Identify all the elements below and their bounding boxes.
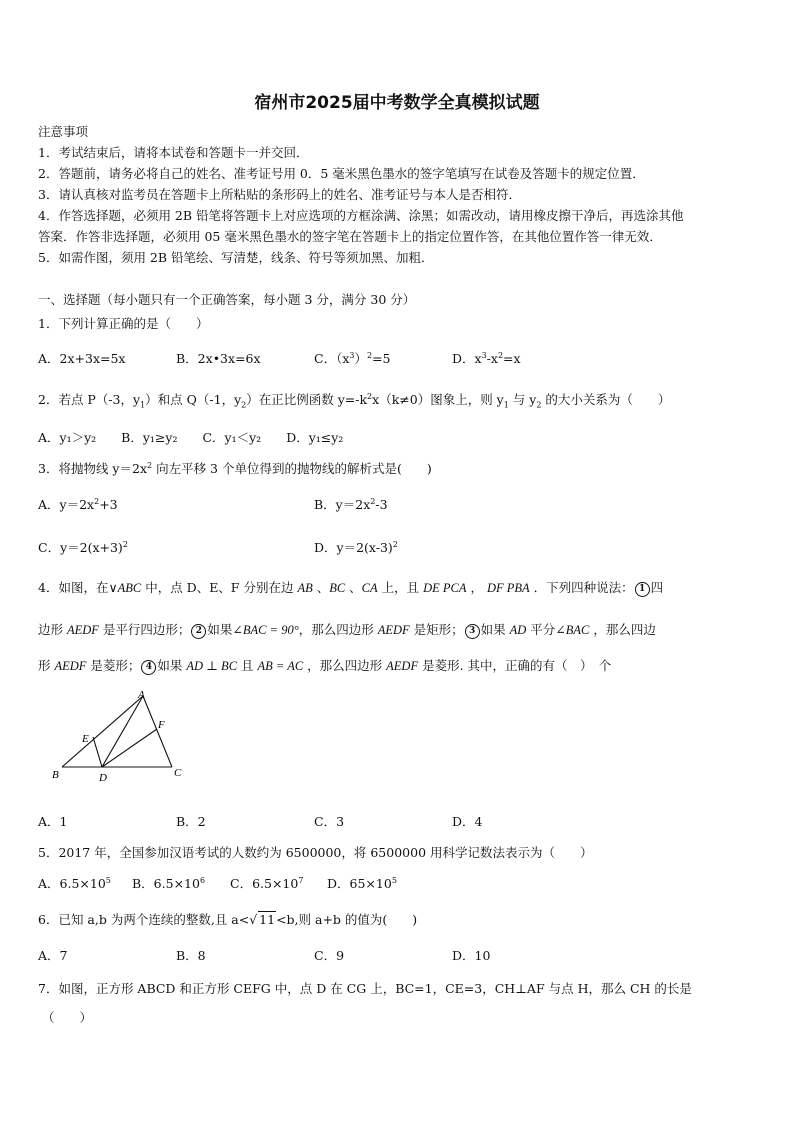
segment-ad <box>102 696 143 767</box>
sqrt-sign: √ <box>249 912 258 927</box>
q4-option-d: D．4 <box>452 814 483 829</box>
q1-option-d: D．$x^3-x^2=x$ <box>452 350 521 366</box>
q3-option-c: C．$y=2(x+3)^2$ <box>38 539 128 555</box>
q1-option-b: B．2x•3x=6x <box>176 351 261 366</box>
q3-option-a: A．$y=2x^2+3$ <box>38 496 118 512</box>
notes-heading: 注意事项 <box>38 124 89 139</box>
q6-option-a: A．7 <box>38 948 68 963</box>
label-a: A <box>138 689 145 701</box>
label-f: F <box>158 719 165 731</box>
circled-number-4: 4 <box>141 660 156 675</box>
q3-stem: 3．将抛物线 $y=2x^2$ 向左平移 3 个单位得到的抛物线的解析式是( ) <box>38 460 432 476</box>
q4-line-1: 4．如图，在∨ABC 中，点 D、E、F 分别在边 AB 、BC 、CA 上，且 DE PCA ， DF PBA ．下列四种说法： 1 四 <box>38 580 664 595</box>
q6-stem: 6．已知 a,b 为两个连续的整数,且 a<√ 11<b,则 a+b 的值为( ) <box>38 912 418 927</box>
circled-number-2: 2 <box>191 624 206 639</box>
label-e: E <box>82 733 89 745</box>
note-1: 1．考试结束后，请将本试卷和答题卡一并交回． <box>38 145 309 160</box>
q5-option-d: D．$65\times 10^5$ <box>327 875 397 891</box>
q2-options: A．y₁＞y₂ B．y₁≥y₂ C．y₁＜y₂ D．y₁≤y₂ <box>38 430 344 445</box>
q1-stem: 1．下列计算正确的是（ ） <box>38 316 209 331</box>
q3-option-b: B．$y=2x^2-3$ <box>314 496 388 512</box>
label-d: D <box>99 772 107 783</box>
triangle-figure <box>50 688 190 783</box>
q5-stem: 5．2017 年，全国参加汉语考试的人数约为 6500000，将 6500000 用科学记数法表示为（ ） <box>38 845 593 860</box>
q4-line-3: 形 AEDF 是菱形； 4 如果 AD ⊥ BC 且 AB = AC ，那么四边形 AEDF 是菱形. 其中，正确的有（ ） 个 <box>38 658 612 673</box>
q3-option-d: D．$y=2(x-3)^2$ <box>314 539 398 555</box>
q4-line-2: 边形 AEDF 是平行四边形； 2 如果∠BAC = 90°，那么四边形 AEDF 是矩形； 3 如果 AD 平分∠BAC ，那么四边 <box>38 622 656 637</box>
q5-option-c: C．$6.5\times 10^7$ <box>230 875 304 891</box>
circled-number-1: 1 <box>635 582 650 597</box>
page-title: 宿州市2025届中考数学全真模拟试题 <box>254 93 540 113</box>
note-4-cont: 答案．作答非选择题，必须用 05 毫米黑色墨水的签字笔在答题卡上的指定位置作答，在其他位置作答一律无效． <box>38 229 662 244</box>
q4-option-c: C．3 <box>314 814 345 829</box>
note-5: 5．如需作图，须用 2B 铅笔绘、写清楚，线条、符号等须加黑、加粗． <box>38 250 434 265</box>
edge-ab <box>62 696 143 767</box>
q7-stem: 7．如图，正方形 ABCD 和正方形 CEFG 中，点 D 在 CG 上，BC=1，CE=3，CH⊥AF 与点 H，那么 CH 的长是 <box>38 981 692 996</box>
label-b: B <box>52 769 59 781</box>
q1-option-a: A．2x+3x=5x <box>38 351 126 366</box>
circled-number-3: 3 <box>465 624 480 639</box>
q6-option-d: D．10 <box>452 948 491 963</box>
q7-blank: （ ） <box>42 1010 93 1025</box>
q6-option-b: B．8 <box>176 948 206 963</box>
note-3: 3．请认真核对监考员在答题卡上所粘贴的条形码上的姓名、准考证号与本人是否相符． <box>38 187 521 202</box>
q5-option-b: B．$6.5\times 10^6$ <box>132 875 206 891</box>
note-2: 2．答题前，请务必将自己的姓名、准考证号用 0．5 毫米黑色墨水的签字笔填写在试卷及答题卡的规定位置． <box>38 166 645 181</box>
q2-stem: 2．若点 P（-3，$y_1$）和点 Q（-1，$y_2$）在正比例函数 $y=-k^2x(k\ne 0)$图象上，则 $y_1$ 与 $y_2$ 的大小关系为（ ） <box>38 391 671 410</box>
segment-df <box>102 729 157 767</box>
q6-option-c: C．9 <box>314 948 345 963</box>
label-c: C <box>174 767 182 779</box>
segment-de <box>93 737 102 767</box>
q5-option-a: A．$6.5\times 10^5$ <box>38 875 111 891</box>
note-4: 4．作答选择题，必须用 2B 铅笔将答题卡上对应选项的方框涂满、涂黑；如需改动，请用橡皮擦干净后，再选涂其他 <box>38 208 684 223</box>
section-heading: 一、选择题（每小题只有一个正确答案，每小题 3 分，满分 30 分） <box>38 292 416 307</box>
q4-option-a: A．1 <box>38 814 68 829</box>
q1-option-c: C．$(x^3)^2=5$ <box>314 350 391 366</box>
q4-option-b: B．2 <box>176 814 206 829</box>
edge-ac <box>143 696 172 767</box>
